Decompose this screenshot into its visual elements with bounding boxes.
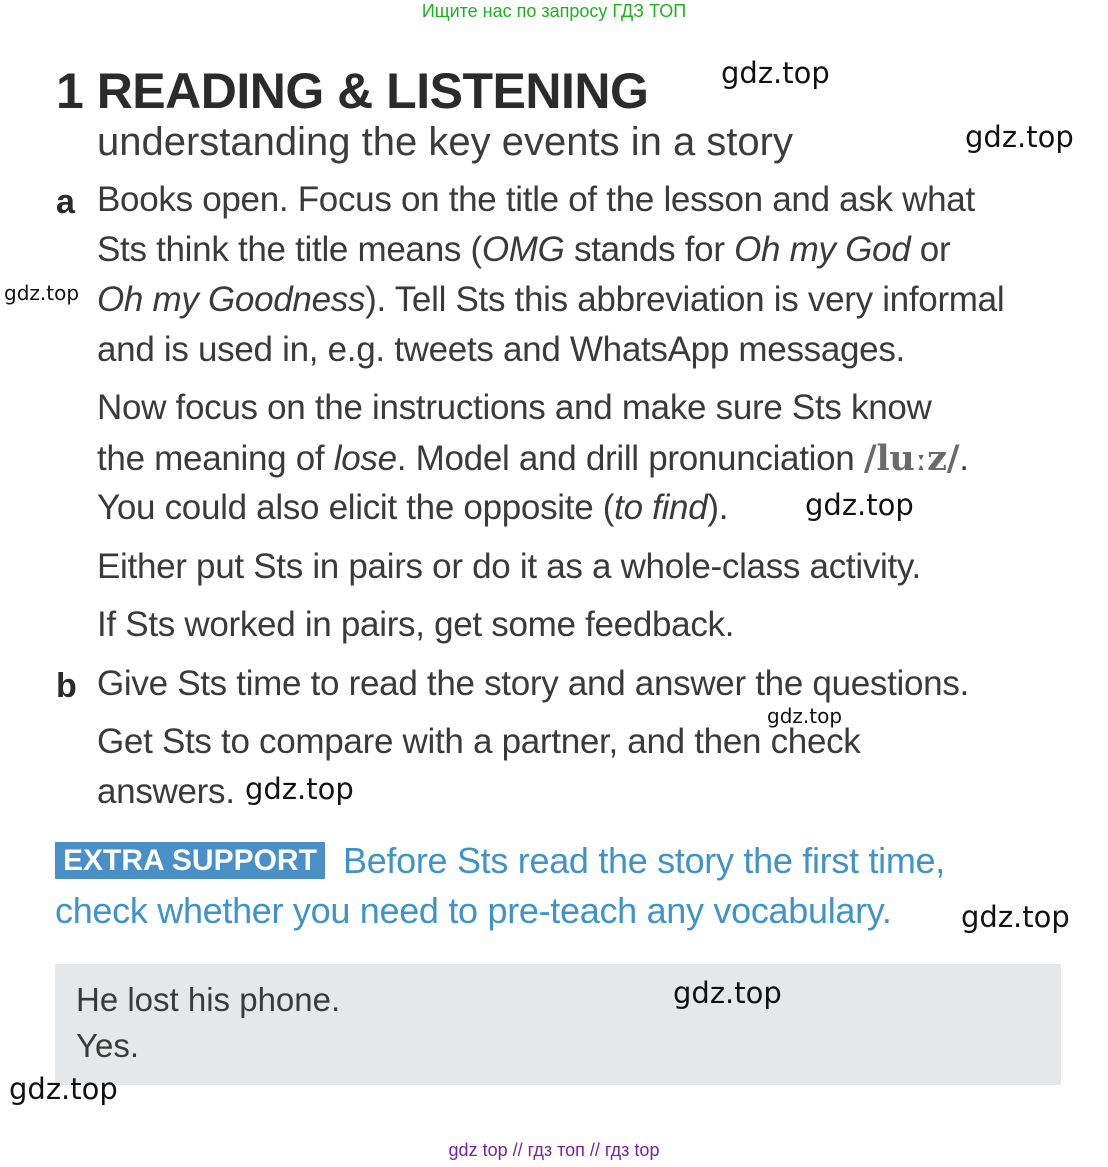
- section-subheading: understanding the key events in a story: [97, 120, 793, 164]
- watermark: gdz.top: [965, 120, 1074, 154]
- watermark: gdz.top: [9, 1072, 118, 1106]
- item-a-line-3: Oh my Goodness). Tell Sts this abbreviation is very informal: [97, 280, 1005, 319]
- item-a-line-5: Now focus on the instructions and make sure Sts know: [97, 388, 932, 427]
- item-a-line-6: the meaning of lose. Model and drill pronunciation /luːz/.: [97, 438, 969, 479]
- item-a-line-4: and is used in, e.g. tweets and WhatsApp messages.: [97, 330, 905, 369]
- section-heading: 1 READING & LISTENING: [56, 63, 649, 119]
- item-a-letter: a: [56, 183, 75, 221]
- watermark: gdz.top: [673, 976, 782, 1010]
- watermark: gdz.top: [805, 488, 914, 522]
- footer-links[interactable]: gdz top // гдз топ // гдз top: [448, 1140, 660, 1160]
- item-a-line-1: Books open. Focus on the title of the lesson and ask what: [97, 180, 975, 219]
- item-b-line-3: answers.: [97, 772, 235, 811]
- watermark: gdz.top: [245, 772, 354, 806]
- extra-support-line-2: check whether you need to pre-teach any vocabulary.: [55, 890, 892, 931]
- extra-support-label: EXTRA SUPPORT: [55, 842, 325, 879]
- watermark: gdz.top: [4, 281, 80, 305]
- answer-2: Yes.: [76, 1027, 140, 1064]
- watermark: gdz.top: [721, 56, 830, 90]
- item-a-line-9: If Sts worked in pairs, get some feedback.: [97, 605, 735, 644]
- watermark: gdz.top: [767, 704, 843, 728]
- answer-1: He lost his phone.: [76, 981, 341, 1018]
- item-a-line-7: You could also elicit the opposite (to find).: [97, 488, 729, 527]
- watermark: gdz.top: [961, 900, 1070, 934]
- extra-support-line-1: Before Sts read the story the first time,: [343, 840, 945, 881]
- item-b-line-2: Get Sts to compare with a partner, and then check: [97, 722, 861, 761]
- item-a-line-2: Sts think the title means (OMG stands for Oh my God or: [97, 230, 951, 269]
- item-b-letter: b: [56, 667, 77, 705]
- item-a-line-8: Either put Sts in pairs or do it as a whole-class activity.: [97, 547, 921, 586]
- top-banner[interactable]: Ищите нас по запросу ГДЗ ТОП: [421, 1, 687, 21]
- item-b-line-1: Give Sts time to read the story and answer the questions.: [97, 664, 969, 703]
- ipa-transcription: /luːz/: [863, 438, 960, 479]
